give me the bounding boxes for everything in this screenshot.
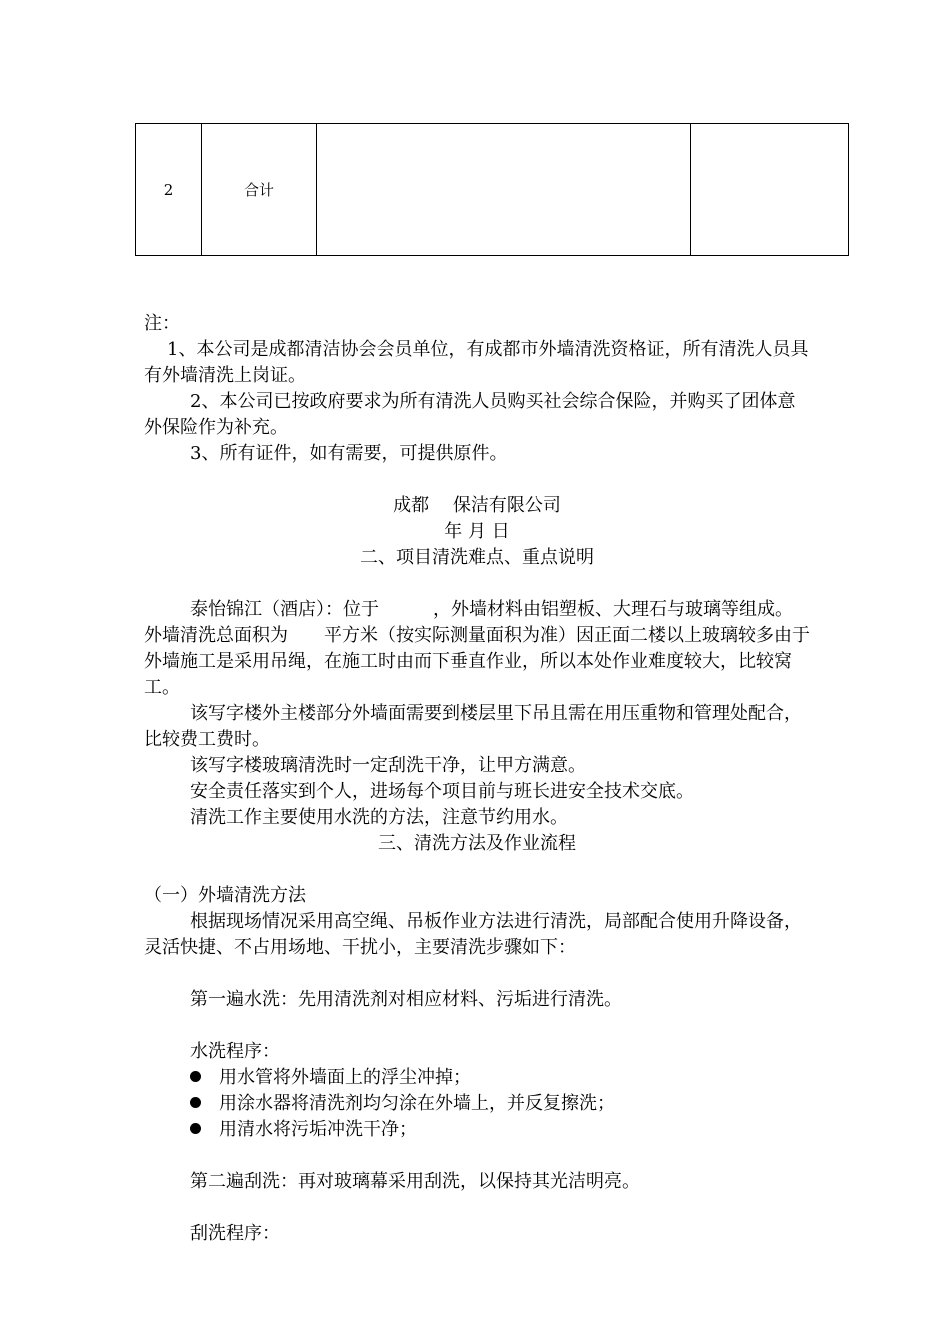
section-2-paragraph: 泰怡锦江（酒店）：位于 ，外墙材料由铝塑板、大理石与玻璃等组成。外墙清洗总面积为 平方米（按实际测量面积为准）因正面二楼以上玻璃较多由于外墙施工是采用吊绳，在施工时由而下垂直作业，所以本处作业难度较大，比较窝工。 — [144, 599, 810, 698]
section-3-paragraph: 根据现场情况采用高空绳、吊板作业方法进行清洗，局部配合使用升降设备，灵活快捷、不占用场地、干扰小，主要清洗步骤如下： — [144, 911, 802, 958]
bullet-icon — [190, 1097, 201, 1108]
note-1: 1、本公司是成都清洁协会会员单位，有成都市外墙清洗资格证，所有清洗人员具有外墙清洗上岗证。 — [144, 339, 809, 386]
bullet-icon — [190, 1123, 201, 1134]
table-row — [136, 124, 849, 256]
row-empty-cell — [317, 124, 691, 256]
list-item: 用清水将污垢冲洗干净； — [144, 1117, 810, 1143]
row-number-cell: 2 — [136, 124, 202, 256]
section-2-title: 二、项目清洗难点、重点说明 — [360, 547, 594, 568]
section-2-paragraph: 该写字楼外主楼部分外墙面需要到楼层里下吊且需在用压重物和管理处配合，比较费工费时。 — [144, 703, 802, 750]
bullet-icon — [190, 1071, 201, 1082]
note-3: 3、所有证件，如有需要，可提供原件。 — [190, 443, 508, 464]
row-empty-cell — [691, 124, 849, 256]
section-2-paragraph: 该写字楼玻璃清洗时一定刮洗干净，让甲方满意。 — [190, 755, 586, 776]
section-3-paragraph: 第一遍水洗：先用清洗剂对相应材料、污垢进行清洗。 — [190, 989, 622, 1010]
notes-heading: 注： — [144, 313, 180, 334]
section-3-title: 三、清洗方法及作业流程 — [378, 833, 576, 854]
signature-date: 年 月 日 — [444, 521, 510, 542]
section-3-paragraph: 第二遍刮洗：再对玻璃幕采用刮洗，以保持其光洁明亮。 — [190, 1171, 640, 1192]
section-3-paragraph: 水洗程序： — [190, 1041, 280, 1062]
section-3-subtitle: （一）外墙清洗方法 — [144, 885, 306, 906]
signature-company: 成都 保洁有限公司 — [393, 495, 561, 516]
list-item: 用水管将外墙面上的浮尘冲掉； — [144, 1065, 810, 1091]
list-item: 用涂水器将清洗剂均匀涂在外墙上，并反复擦洗； — [144, 1091, 810, 1117]
document-body — [144, 311, 810, 1247]
section-2-paragraph: 安全责任落实到个人，进场每个项目前与班长进安全技术交底。 — [190, 781, 694, 802]
note-2: 2、本公司已按政府要求为所有清洗人员购买社会综合保险，并购买了团体意外保险作为补充。 — [144, 391, 796, 438]
section-3-paragraph: 刮洗程序： — [190, 1223, 280, 1244]
row-item-cell: 合计 — [202, 124, 317, 256]
section-2-paragraph: 清洗工作主要使用水洗的方法，注意节约用水。 — [190, 807, 568, 828]
summary-table — [135, 123, 849, 256]
